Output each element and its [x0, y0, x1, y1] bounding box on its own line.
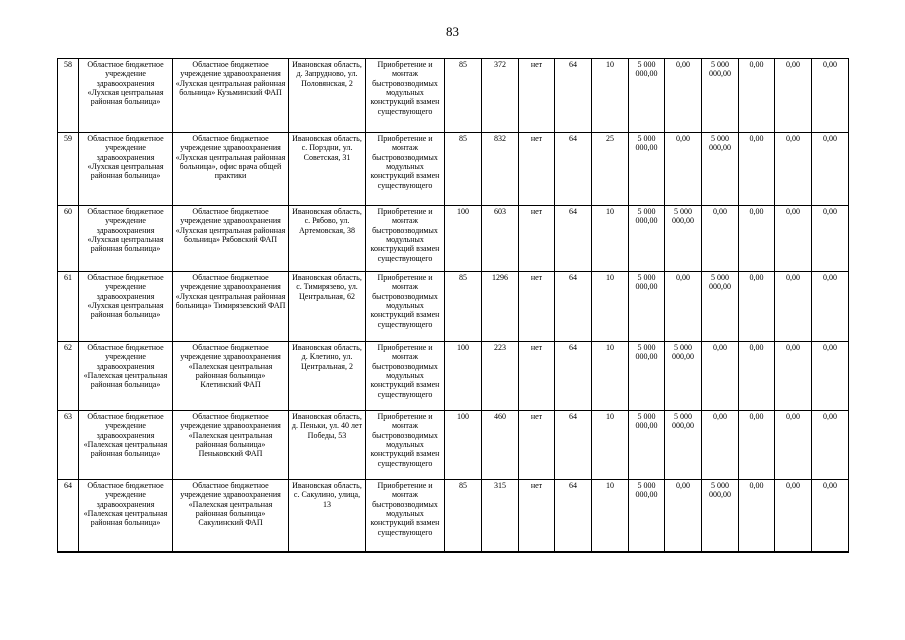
value-cell: 10 — [592, 342, 629, 411]
value-cell: 315 — [482, 480, 519, 552]
value-cell: нет — [519, 411, 555, 480]
value-cell: 0,00 — [775, 133, 812, 206]
value-cell: 85 — [445, 59, 482, 133]
value-cell: 5 000 000,00 — [629, 206, 665, 272]
value-cell: 5 000 000,00 — [702, 480, 739, 552]
row-number-cell: 62 — [58, 342, 79, 411]
value-cell: 64 — [555, 133, 592, 206]
value-cell: 5 000 000,00 — [629, 59, 665, 133]
work-cell: Приобретение и монтаж быстровозводимых модульных конструкций взамен существующего — [366, 342, 445, 411]
value-cell: нет — [519, 272, 555, 342]
work-cell: Приобретение и монтаж быстровозводимых модульных конструкций взамен существующего — [366, 59, 445, 133]
value-cell: 0,00 — [739, 272, 775, 342]
row-number-cell: 60 — [58, 206, 79, 272]
table-row — [58, 480, 849, 552]
value-cell: 0,00 — [739, 59, 775, 133]
table-row — [58, 272, 849, 342]
value-cell: 0,00 — [739, 206, 775, 272]
org-full-cell: Областное бюджетное учреждение здравоохранения «Палехская центральная районная больница» Клетинский ФАП — [173, 342, 289, 411]
value-cell: 832 — [482, 133, 519, 206]
value-cell: 5 000 000,00 — [702, 59, 739, 133]
value-cell: 0,00 — [775, 206, 812, 272]
value-cell: 0,00 — [739, 342, 775, 411]
value-cell: 223 — [482, 342, 519, 411]
value-cell: 0,00 — [775, 411, 812, 480]
value-cell: 85 — [445, 133, 482, 206]
value-cell: 0,00 — [665, 59, 702, 133]
value-cell: 0,00 — [812, 59, 849, 133]
value-cell: 64 — [555, 411, 592, 480]
address-cell: Ивановская область, д. Клетино, ул. Центральная, 2 — [289, 342, 366, 411]
page-number: 83 — [446, 24, 459, 39]
value-cell: 10 — [592, 411, 629, 480]
table-row — [58, 206, 849, 272]
value-cell: 372 — [482, 59, 519, 133]
org-cell: Областное бюджетное учреждение здравоохранения «Палехская центральная районная больница» — [79, 411, 173, 480]
value-cell: 5 000 000,00 — [665, 411, 702, 480]
value-cell: 100 — [445, 342, 482, 411]
value-cell: 5 000 000,00 — [665, 342, 702, 411]
org-cell: Областное бюджетное учреждение здравоохранения «Палехская центральная районная больница» — [79, 342, 173, 411]
value-cell: нет — [519, 342, 555, 411]
org-cell: Областное бюджетное учреждение здравоохранения «Палехская центральная районная больница» — [79, 480, 173, 552]
org-full-cell: Областное бюджетное учреждение здравоохранения «Лухская центральная районная больница», офис врача общей практики — [173, 133, 289, 206]
value-cell: 5 000 000,00 — [629, 342, 665, 411]
value-cell: 5 000 000,00 — [702, 272, 739, 342]
table-row — [58, 342, 849, 411]
value-cell: 100 — [445, 206, 482, 272]
value-cell: 64 — [555, 206, 592, 272]
value-cell: 0,00 — [812, 480, 849, 552]
address-cell: Ивановская область, с. Тимирязево, ул. Центральная, 62 — [289, 272, 366, 342]
work-cell: Приобретение и монтаж быстровозводимых модульных конструкций взамен существующего — [366, 272, 445, 342]
value-cell: 5 000 000,00 — [629, 272, 665, 342]
value-cell: 0,00 — [812, 206, 849, 272]
table-body — [58, 59, 849, 552]
value-cell: нет — [519, 480, 555, 552]
value-cell: 5 000 000,00 — [629, 133, 665, 206]
value-cell: 5 000 000,00 — [665, 206, 702, 272]
value-cell: 0,00 — [812, 342, 849, 411]
value-cell: 64 — [555, 59, 592, 133]
row-number-cell: 59 — [58, 133, 79, 206]
value-cell: 460 — [482, 411, 519, 480]
value-cell: 10 — [592, 59, 629, 133]
value-cell: 64 — [555, 480, 592, 552]
value-cell: нет — [519, 206, 555, 272]
value-cell: нет — [519, 133, 555, 206]
org-full-cell: Областное бюджетное учреждение здравоохранения «Лухская центральная районная больница» Тимирязевский ФАП — [173, 272, 289, 342]
work-cell: Приобретение и монтаж быстровозводимых модульных конструкций взамен существующего — [366, 411, 445, 480]
work-cell: Приобретение и монтаж быстровозводимых модульных конструкций взамен существующего — [366, 133, 445, 206]
table-row — [58, 133, 849, 206]
value-cell: 0,00 — [775, 272, 812, 342]
org-cell: Областное бюджетное учреждение здравоохранения «Лухская центральная районная больница» — [79, 272, 173, 342]
value-cell: 85 — [445, 480, 482, 552]
value-cell: 0,00 — [812, 411, 849, 480]
value-cell: 0,00 — [739, 480, 775, 552]
address-cell: Ивановская область, д. Пеньки, ул. 40 лет Победы, 53 — [289, 411, 366, 480]
value-cell: 5 000 000,00 — [629, 480, 665, 552]
value-cell: 5 000 000,00 — [702, 133, 739, 206]
value-cell: 0,00 — [775, 480, 812, 552]
row-number-cell: 58 — [58, 59, 79, 133]
value-cell: 10 — [592, 480, 629, 552]
value-cell: 0,00 — [702, 411, 739, 480]
address-cell: Ивановская область, с. Рябово, ул. Артемовская, 38 — [289, 206, 366, 272]
value-cell: 25 — [592, 133, 629, 206]
value-cell: нет — [519, 59, 555, 133]
value-cell: 0,00 — [702, 342, 739, 411]
address-cell: Ивановская область, с. Сакулино, улица, 13 — [289, 480, 366, 552]
value-cell: 85 — [445, 272, 482, 342]
value-cell: 1296 — [482, 272, 519, 342]
address-cell: Ивановская область, с. Порздни, ул. Советская, 31 — [289, 133, 366, 206]
value-cell: 10 — [592, 272, 629, 342]
org-cell: Областное бюджетное учреждение здравоохранения «Лухская центральная районная больница» — [79, 59, 173, 133]
value-cell: 0,00 — [775, 342, 812, 411]
value-cell: 5 000 000,00 — [629, 411, 665, 480]
work-cell: Приобретение и монтаж быстровозводимых модульных конструкций взамен существующего — [366, 480, 445, 552]
value-cell: 0,00 — [812, 133, 849, 206]
row-number-cell: 64 — [58, 480, 79, 552]
data-table — [57, 58, 849, 553]
row-number-cell: 61 — [58, 272, 79, 342]
value-cell: 0,00 — [665, 133, 702, 206]
value-cell: 0,00 — [739, 133, 775, 206]
org-full-cell: Областное бюджетное учреждение здравоохранения «Палехская центральная районная больница» Пеньковский ФАП — [173, 411, 289, 480]
value-cell: 100 — [445, 411, 482, 480]
value-cell: 0,00 — [812, 272, 849, 342]
value-cell: 0,00 — [665, 480, 702, 552]
value-cell: 0,00 — [775, 59, 812, 133]
value-cell: 603 — [482, 206, 519, 272]
value-cell: 64 — [555, 272, 592, 342]
org-cell: Областное бюджетное учреждение здравоохранения «Лухская центральная районная больница» — [79, 206, 173, 272]
value-cell: 0,00 — [665, 272, 702, 342]
value-cell: 0,00 — [739, 411, 775, 480]
org-full-cell: Областное бюджетное учреждение здравоохранения «Лухская центральная районная больница» Рябовский ФАП — [173, 206, 289, 272]
row-number-cell: 63 — [58, 411, 79, 480]
value-cell: 0,00 — [702, 206, 739, 272]
address-cell: Ивановская область, д. Запрудново, ул. Половянская, 2 — [289, 59, 366, 133]
work-cell: Приобретение и монтаж быстровозводимых модульных конструкций взамен существующего — [366, 206, 445, 272]
org-full-cell: Областное бюджетное учреждение здравоохранения «Лухская центральная районная больница» Кузьминский ФАП — [173, 59, 289, 133]
org-full-cell: Областное бюджетное учреждение здравоохранения «Палехская центральная районная больница» Сакулинский ФАП — [173, 480, 289, 552]
org-cell: Областное бюджетное учреждение здравоохранения «Лухская центральная районная больница» — [79, 133, 173, 206]
value-cell: 10 — [592, 206, 629, 272]
table-row — [58, 411, 849, 480]
value-cell: 64 — [555, 342, 592, 411]
table-row — [58, 59, 849, 133]
